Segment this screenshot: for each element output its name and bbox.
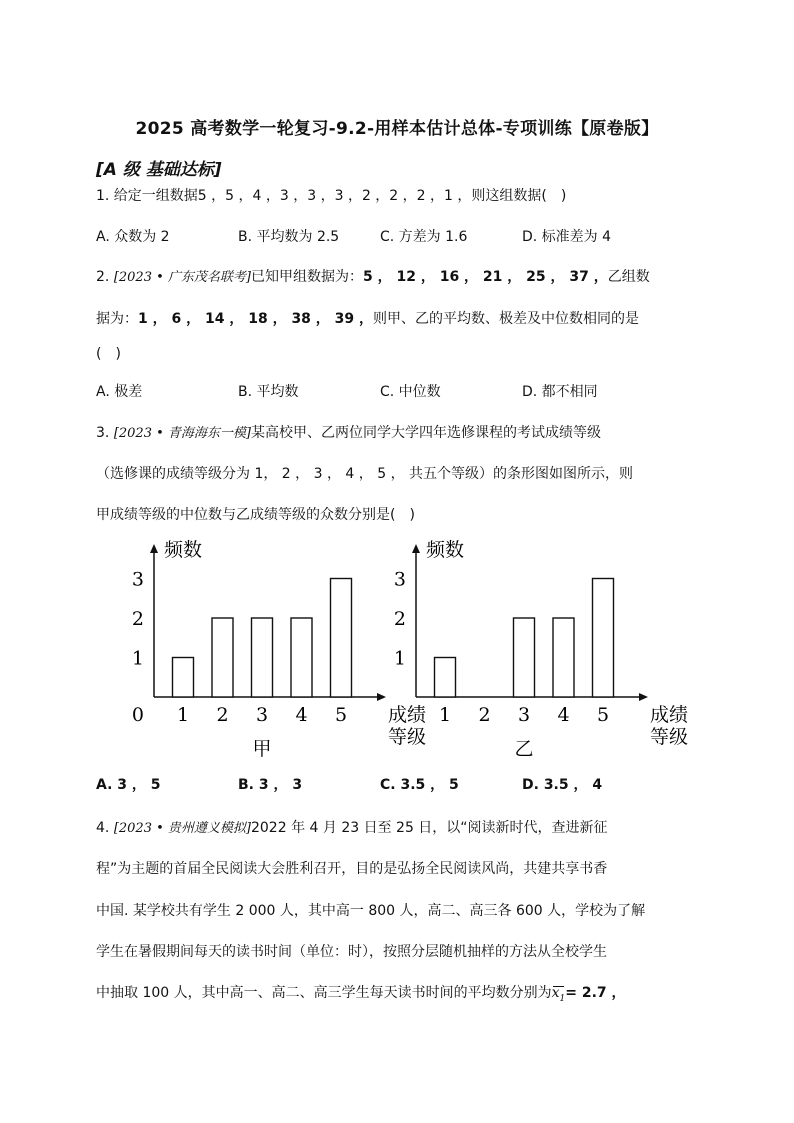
q4-line5-text: 中抽取 100 人，其中高一、高二、高三学生每天读书时间的平均数分别为 [96, 985, 552, 1001]
document-title: 2025 高考数学一轮复习-9.2-用样本估计总体-专项训练【原卷版】 [135, 119, 659, 139]
chart-2-x-axis-label-line-2: 等级 [650, 726, 689, 748]
chart-1-y-tick-label: 1 [131, 647, 144, 670]
chart-1-x-axis-arrow [377, 693, 386, 701]
chart-1-bar [331, 579, 352, 698]
chart-1-x-axis-label-line-1: 成绩 [388, 704, 427, 726]
bar-charts [128, 528, 689, 768]
q3-option-d: D. 3.5 ， 4 [522, 777, 603, 793]
q4-number: 4. [96, 820, 114, 836]
question-1-stem: 1. 给定一组数据5 ，5 ，4 ，3 ，3 ，3 ，2 ，2 ，2 ，1 ，则这组数据( ) [96, 188, 567, 204]
q3-option-c: C. 3.5 ， 5 [380, 777, 459, 793]
chart-2-y-tick-label: 2 [393, 608, 406, 630]
chart-2-y-axis-arrow [412, 544, 420, 553]
question-4-line-2: 程”为主题的首届全民阅读大会胜利召开，目的是弘扬全民阅读风尚，共建共享书香 [96, 861, 608, 877]
chart-2-x-axis-label-line-1: 成绩 [650, 704, 689, 726]
q4-mean-var [551, 985, 566, 1004]
q2-option-b: B. 平均数 [238, 384, 299, 400]
q1-option-c: C. 方差为 1.6 [380, 229, 468, 245]
chart-2-bar [593, 579, 614, 698]
q2-option-c: C. 中位数 [380, 384, 441, 400]
chart-2-y-tick-label: 3 [393, 568, 406, 591]
chart-2-caption: 乙 [514, 738, 534, 760]
section-heading: [A 级 基础达标] [96, 160, 222, 180]
chart-1-origin-label: 0 [131, 704, 144, 726]
q1-option-a: A. 众数为 2 [96, 229, 170, 245]
chart-2-y-tick-label: 1 [393, 647, 406, 670]
chart-1-bar [252, 618, 273, 697]
chart-1-x-tick-label: 2 [216, 704, 229, 726]
question-3-line-3: 甲成绩等级的中位数与乙成绩等级的众数分别是( ) [96, 507, 415, 523]
question-3-line-2: （选修课的成绩等级分为 1， 2 ， 3 ， 4 ， 5 ， 共五个等级）的条形图如图所示，则 [96, 466, 634, 482]
question-4-line-1 [96, 818, 608, 839]
q2-group-b-data: 1 ， 6 ， 14 ， 18 ， 38 ， 39 ， [138, 311, 374, 327]
q4-source: [2023 • 贵州遵义模拟] [113, 821, 251, 836]
q2-line2-b: 则甲、乙的平均数、极差及中位数相同的是 [373, 311, 640, 327]
q2-option-d: D. 都不相同 [522, 384, 598, 400]
chart-1-x-tick-label: 5 [334, 704, 348, 726]
chart-2-x-tick-label: 3 [517, 704, 531, 726]
chart-2-bar [514, 618, 535, 697]
chart-2-bar [553, 618, 574, 697]
chart-2-y-axis-label: 频数 [426, 539, 465, 561]
q2-number: 2. [96, 269, 114, 285]
question-4-line-4: 学生在暑假期间每天的读书时间（单位：时），按照分层随机抽样的方法从全校学生 [96, 944, 607, 960]
q1-option-b: B. 平均数为 2.5 [238, 229, 340, 245]
chart-1-x-tick-label: 1 [176, 704, 190, 726]
q3-line1-text: 某高校甲、乙两位同学大学四年选修课程的考试成绩等级 [250, 425, 601, 441]
q2-stem-b: 乙组数 [607, 269, 650, 285]
chart-2-x-tick-label: 4 [557, 704, 570, 726]
q4-mean-symbol: x [551, 985, 560, 1001]
chart-1-y-axis-arrow [150, 544, 158, 553]
chart-2-x-tick-label: 2 [478, 704, 491, 726]
q2-line2-a: 据为： [96, 311, 138, 327]
question-4-line-3: 中国. 某学校共有学生 2 000 人，其中高一 800 人，高二、高三各 600 人，学校为了解 [96, 903, 646, 919]
chart-2-bar [435, 658, 456, 698]
q3-source: [2023 • 青海海东一模] [113, 426, 251, 441]
q3-option-b: B. 3 ， 3 [238, 777, 303, 793]
chart-1-bar [212, 618, 233, 697]
chart-1-caption: 甲 [252, 738, 272, 760]
chart-2-x-tick-label: 1 [438, 704, 452, 726]
question-2-line-1 [96, 267, 650, 288]
chart-1-x-tick-label: 3 [255, 704, 269, 726]
question-4-line-5 [96, 983, 626, 1009]
q2-option-a: A. 极差 [96, 384, 143, 400]
q2-answer-paren: ( ) [96, 346, 121, 362]
q3-option-a: A. 3 ， 5 [96, 777, 161, 793]
q2-stem-a: 已知甲组数据为： [250, 269, 363, 285]
chart-1-y-tick-label: 2 [131, 608, 144, 630]
q4-line1-text: 2022 年 4 月 23 日至 25 日，以“阅读新时代，查进新征 [250, 820, 608, 836]
q4-mean-subscript: 1 [559, 993, 566, 1004]
question-2-line-2 [96, 309, 639, 329]
q1-option-d: D. 标准差为 4 [522, 229, 612, 245]
q2-group-a-data: 5 ， 12 ， 16 ， 21 ， 25 ， 37 ， [362, 269, 608, 285]
q3-number: 3. [96, 425, 114, 441]
chart-1-y-axis-label: 频数 [164, 539, 203, 561]
chart-1-x-tick-label: 4 [295, 704, 308, 726]
chart-1-y-tick-label: 3 [131, 568, 144, 591]
chart-2-x-tick-label: 5 [596, 704, 610, 726]
chart-2-x-axis-arrow [639, 693, 648, 701]
q2-source: [2023 • 广东茂名联考] [113, 270, 251, 285]
chart-1-bar [291, 618, 312, 697]
chart-1-x-axis-label-line-2: 等级 [388, 726, 427, 748]
question-3-line-1 [96, 423, 601, 444]
chart-1-bar [173, 658, 194, 698]
q4-mean-value: = 2.7 ， [565, 985, 626, 1001]
